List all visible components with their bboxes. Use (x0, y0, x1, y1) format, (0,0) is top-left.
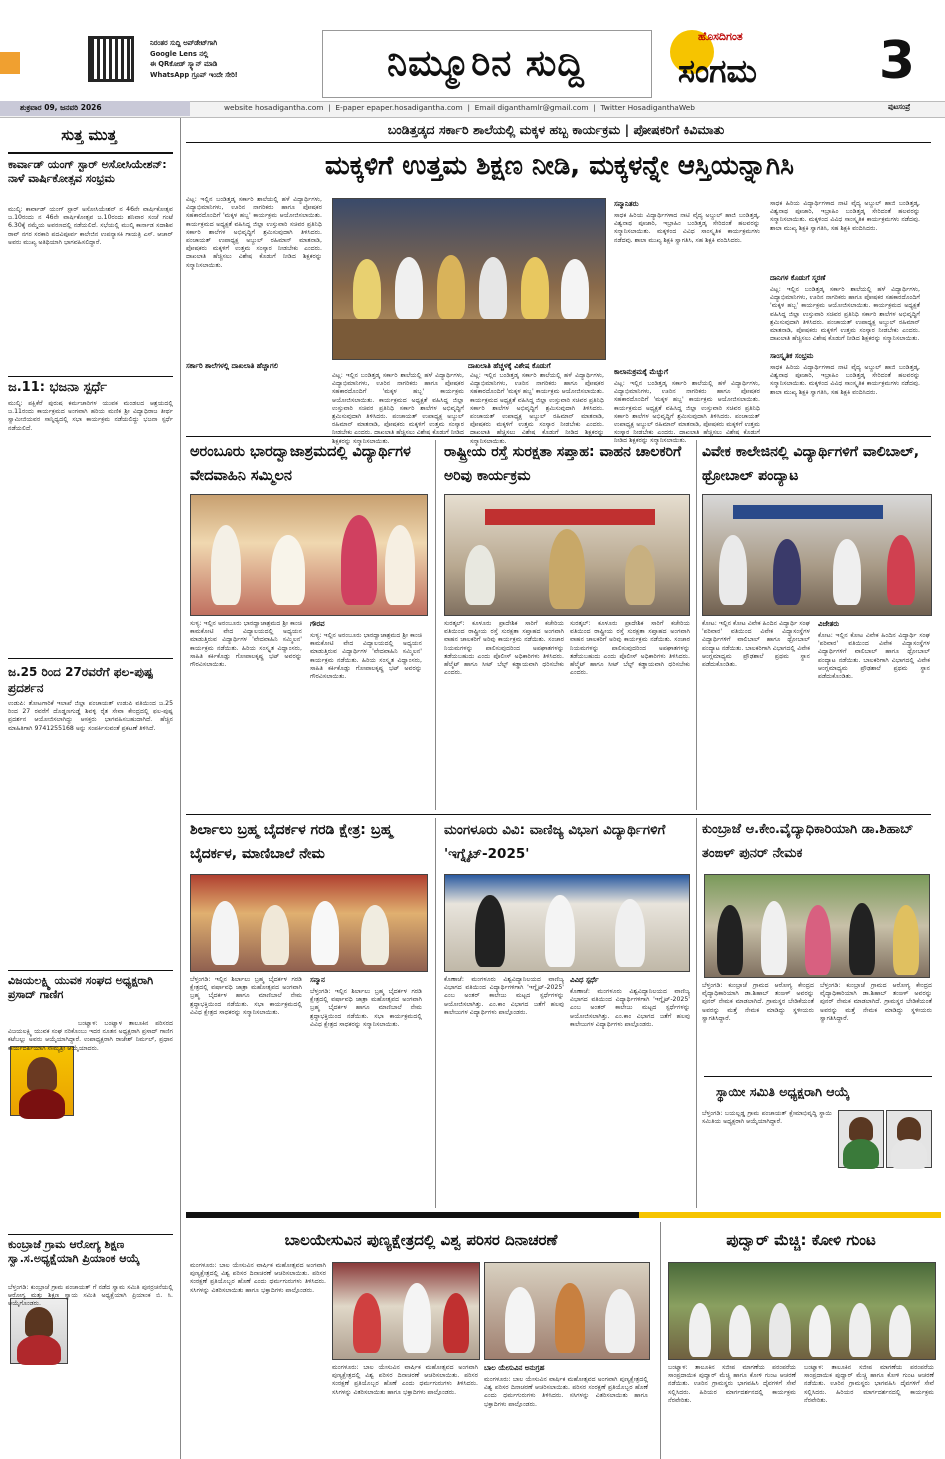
left-item-body: ಉಡುಪಿ: ತೋಟಗಾರಿಕೆ ಇಲಾಖೆ ಜಿಲ್ಲಾ ಪಂಚಾಯತ್ ಉಡುಪಿ ವತಿಯಿಂದ ಜ.25 ರಿಂದ 27 ರವರೆಗೆ ದೊಡ್ಡಣಗುಡ್ಡೆ ಶಿವಳ್ಳಿ ರೈತ ಸೇವಾ ಕೇಂದ್ರದಲ್ಲಿ ಫಲ-ಪುಷ್ಪ ಪ್ರದರ್ಶನ ಆಯೋಜಿಸಲಾಗಿದ್ದು ಆಸಕ್ತರು ಭಾಗವಹಿಸಬಹುದಾಗಿದೆ. ಹೆಚ್ಚಿನ ಮಾಹಿತಿಗಾಗಿ 9741255168 ಅನ್ನು ಸಂಪರ್ಕಿಸುವಂತೆ ಪ್ರಕಟಣೆ ತಿಳಿಸಿದೆ. (8, 700, 173, 732)
story-body: ಬೆಳ್ತಂಗಡಿ: ಇಲ್ಲಿನ ಶಿರ್ಲಾಲು ಬ್ರಹ್ಮ ಬೈದರ್ಕಳ ಗರಡಿ ಕ್ಷೇತ್ರದಲ್ಲಿ ವರ್ಷಾವಧಿ ಜಾತ್ರಾ ಮಹೋತ್ಸವದ ಅಂಗವಾಗಿ ಬ್ರಹ್ಮ ಬೈದರ್ಕಳ ಹಾಗೂ ಮಾಣಿಬಾಲೆ ನೇಮ ಶ್ರದ್ಧಾಭಕ್ತಿಯಿಂದ ನಡೆಯಿತು. ಸಭಾ ಕಾರ್ಯಕ್ರಮದಲ್ಲಿ ವಿವಿಧ ಕ್ಷೇತ್ರದ ಸಾಧಕರನ್ನು ಸನ್ಮಾನಿಸಲಾಯಿತು. (310, 988, 422, 1028)
story-environment (186, 1222, 656, 1459)
story-headline: ಪುದ್ವಾರ್ ಮೆಚ್ಚಿ: ಕೋಳಿ ಗುಂಟ (726, 1231, 876, 1249)
left-item-body: ಬಂಟ್ವಾಳ: ಬಂಟ್ವಾಳ ತಾಲೂಕಿನ ಪರಿಸರದ ವಿಜಯಲಕ್ಷ್ಮಿ ಯುವಕ ಸಂಘ ನರಿಕೊಂಬು ಇದರ ನೂತನ ಅಧ್ಯಕ್ಷರಾಗಿ ಪ್ರಸಾದ್ ಗಾಣಿಗ ಕಟೆಬಲ್ಲು ಅವರು ಆಯ್ಕೆಯಾಗಿದ್ದಾರೆ. ಉಪಾಧ್ಯಕ್ಷರಾಗಿ ರಾಜೇಶ್ ನಿರ್ಮಲ್, ಪ್ರಧಾನ ಕಾರ್ಯದರ್ಶಿಯಾಗಿ ಸೌಮ್ಯಶ್ರೀ ಆಯ್ಕೆಯಾದರು. (8, 1020, 173, 1052)
lead-kicker: ಬಂಡಿತ್ತಡ್ಕದ ಸರ್ಕಾರಿ ಶಾಲೆಯಲ್ಲಿ ಮಕ್ಕಳ ಹಬ್ಬ ಕಾರ್ಯಕ್ರಮ | ಪೋಷಕರಿಗೆ ಕಿವಿಮಾತು (387, 122, 725, 137)
date: ಶುಕ್ರವಾರ 09, ಜನವರಿ 2026 (20, 103, 102, 112)
item-divider (8, 658, 173, 659)
story-photo (702, 494, 932, 616)
story-photo (444, 494, 690, 616)
story-body: ಬೆಳ್ತಂಗಡಿ: ಬಯಲ್ಲಡ್ಡ ಗ್ರಾಮ ಪಂಚಾಯತ್ ಕ್ಷೇಮಾಭಿವೃದ್ಧಿ ಸ್ಥಾಯಿ ಸಮಿತಿಯ ಅಧ್ಯಕ್ಷರಾಗಿ ಆಯ್ಕೆಯಾಗಿದ್ದಾರೆ. (702, 1110, 832, 1126)
header-divider (8, 152, 173, 154)
left-item-body: ಬೆಳ್ತಂಗಡಿ: ಕುಂಬ್ರಾಜೆ ಗ್ರಾಮ ಪಂಚಾಯತ್ ಗೆ ನಡೆದ ಸ್ವಾಮ ಸಮಿತಿ ಪುನರ್ರಚನೆಯಲ್ಲಿ ಆರೋಗ್ಯ ಮತ್ತು ಶಿಕ್ಷಣ ಸ್ವಾಯ ಸಮಿತಿ ಅಧ್ಯಕ್ಷೆಯಾಗಿ ಪ್ರಿಯಾಂಕ ಬಿ. ಸಿ. ಆಯ್ಕೆಗೊಂಡರು. (8, 1284, 173, 1308)
story-body: ಸುರತ್ಕಲ್: ಕೂಳೂರು ಪ್ರಾದೇಶಿಕ ಸಾರಿಗೆ ಕಚೇರಿಯ ವತಿಯಿಂದ ರಾಷ್ಟ್ರೀಯ ರಸ್ತೆ ಸುರಕ್ಷತಾ ಸಪ್ತಾಹದ ಅಂಗವಾಗಿ ವಾಹನ ಚಾಲಕರಿಗೆ ಅರಿವು ಕಾರ್ಯಕ್ರಮ ನಡೆಯಿತು. ಸಂಚಾರ ನಿಯಮಗಳನ್ನು ಪಾಲಿಸುವುದರಿಂದ ಅಪಘಾತಗಳನ್ನು ತಡೆಯಬಹುದು ಎಂದು ಪೊಲೀಸ್ ಅಧಿಕಾರಿಗಳು ತಿಳಿಸಿದರು. ಹೆಲ್ಮೆಟ್ ಹಾಗೂ ಸೀಟ್ ಬೆಲ್ಟ್ ಕಡ್ಡಾಯವಾಗಿ ಧರಿಸಬೇಕು ಎಂದರು. (444, 620, 564, 677)
item-divider (8, 376, 173, 377)
lead-headline: ಮಕ್ಕಳಿಗೆ ಉತ್ತಮ ಶಿಕ್ಷಣ ನೀಡಿ, ಮಕ್ಕಳನ್ನೇ ಆಸ್ತಿಯನ್ನಾಗಿಸಿ (325, 151, 794, 181)
website-link[interactable]: website hosadigantha.com (224, 103, 324, 112)
story-photo (190, 494, 428, 616)
story-body: ಮಂಗಳೂರು: ಬಾಲ ಯೇಸುವಿನ ವಾರ್ಷಿಕ ಮಹೋತ್ಸವದ ಅಂಗವಾಗಿ ಪುಣ್ಯಕ್ಷೇತ್ರದಲ್ಲಿ ವಿಶ್ವ ಪರಿಸರ ದಿನಾಚರಣೆ ಆಚರಿಸಲಾಯಿತು. ಪರಿಸರ ಸಂರಕ್ಷಣೆ ಪ್ರತಿಯೊಬ್ಬರ ಹೊಣೆ ಎಂದು ಧರ್ಮಗುರುಗಳು ತಿಳಿಸಿದರು. ಸಸಿಗಳನ್ನು ವಿತರಿಸಲಾಯಿತು ಹಾಗೂ ಭಕ್ತಾದಿಗಳು ಪಾಲ್ಗೊಂಡರು. (190, 1262, 326, 1294)
story-body: ಬೆಳ್ತಂಗಡಿ: ಇಲ್ಲಿನ ಶಿರ್ಲಾಲು ಬ್ರಹ್ಮ ಬೈದರ್ಕಳ ಗರಡಿ ಕ್ಷೇತ್ರದಲ್ಲಿ ವರ್ಷಾವಧಿ ಜಾತ್ರಾ ಮಹೋತ್ಸವದ ಅಂಗವಾಗಿ ಬ್ರಹ್ಮ ಬೈದರ್ಕಳ ಹಾಗೂ ಮಾಣಿಬಾಲೆ ನೇಮ ಶ್ರದ್ಧಾಭಕ್ತಿಯಿಂದ ನಡೆಯಿತು. ಸಭಾ ಕಾರ್ಯಕ್ರಮದಲ್ಲಿ ವಿವಿಧ ಕ್ಷೇತ್ರದ ಸಾಧಕರನ್ನು ಸನ್ಮಾನಿಸಲಾಯಿತು. (190, 976, 302, 1016)
story-headline: ಮಂಗಳೂರು ವಿವಿ: ವಾಣಿಜ್ಯ ವಿಭಾಗ ವಿದ್ಯಾರ್ಥಿಗಳಿಗೆ 'ಇಗ್ನೈಟ್-2025' (444, 822, 666, 862)
story-garadi (186, 818, 431, 1208)
left-item-headline: ಕುಂಬ್ರಾಜೆ ಗ್ರಾಮ ಆರೋಗ್ಯ ಶಿಕ್ಷಣ ಸ್ವಾ.ಸ.ಅಧ್ಯಕ್ಷೆಯಾಗಿ ಪ್ರಿಯಾಂಕ ಆಯ್ಕೆ (8, 1238, 140, 1265)
column-separator (696, 440, 697, 810)
orange-corner (0, 52, 20, 74)
lead-body-col2: ವಿಟ್ಲ: ಇಲ್ಲಿನ ಬಂಡಿತ್ತಡ್ಕ ಸರ್ಕಾರಿ ಶಾಲೆಯಲ್ಲಿ ಹಳೆ ವಿದ್ಯಾರ್ಥಿಗಳು, ವಿದ್ಯಾಭಿಮಾನಿಗಳು, ಊರಿನ ನಾಗರಿಕರು ಹಾಗೂ ಪೋಷಕರ ಸಹಕಾರದೊಂದಿಗೆ 'ಮಕ್ಕಳ ಹಬ್ಬ' ಕಾರ್ಯಕ್ರಮ ಆಯೋಜಿಸಲಾಯಿತು. ಕಾರ್ಯಕ್ರಮದ ಅಧ್ಯಕ್ಷತೆ ವಹಿಸಿದ್ದ ಜಿಲ್ಲಾ ಉಸ್ತುವಾರಿ ಸಚಿವರ ಪ್ರತಿನಿಧಿ ಸರ್ಕಾರಿ ಶಾಲೆಗಳ ಅಭಿವೃದ್ಧಿಗೆ ಶ್ರಮಿಸುವುದಾಗಿ ತಿಳಿಸಿದರು. ಪಂಚಾಯತ್ ಉಪಾಧ್ಯಕ್ಷ ಅಬ್ದುಲ್ ರಹಿಮಾನ್ ಮಾತನಾಡಿ, ಪೋಷಕರು ಮಕ್ಕಳಿಗೆ ಉತ್ತಮ ಸಂಸ್ಕಾರ ನೀಡಬೇಕು ಎಂದರು. ದಾಖಲಾತಿ ಹೆಚ್ಚಿಸಲು ವಿಶೇಷ ಕೊಡುಗೆ ನೀಡಿದ ಶಿಕ್ಷಕರನ್ನು ಸನ್ಮಾನಿಸಲಾಯಿತು. (332, 372, 464, 445)
left-item-headline: ಕಾರ್ವಾಡ್ ಯಂಗ್ ಸ್ಟಾರ್ ಅಸೋಸಿಯೇಶನ್: ನಾಳೆ ವಾರ್ಷಿಕೋತ್ಸವ ಸಂಭ್ರಮ (8, 158, 167, 185)
story-body: ಕೋಟ: ಇಲ್ಲಿನ ಕೋಟ ವಿವೇಕ ಹಿಂದಿನ ವಿದ್ಯಾರ್ಥಿ ಸಂಘ 'ಪರಿವಾರ' ವತಿಯಿಂದ ವಿವೇಕ ವಿದ್ಯಾಸಂಸ್ಥೆಗಳ ವಿದ್ಯಾರ್ಥಿಗಳಿಗೆ ವಾಲಿಬಾಲ್ ಹಾಗೂ ಥ್ರೋಬಾಲ್ ಪಂದ್ಯಾಟ ನಡೆಯಿತು. ಬಾಲಕರಿಗಾಗಿ ವಿಭಾಗದಲ್ಲಿ ವಿವೇಕ ಆಂಗ್ಲಮಾಧ್ಯಮ ಪ್ರೌಢಶಾಲೆ ಪ್ರಥಮ ಸ್ಥಾನ ಪಡೆದುಕೊಂಡಿತು. (818, 632, 930, 681)
left-item-body: ಮುಲ್ಕಿ: ಪಕ್ಷಿಕೆರೆ ಪುರುಷ ಕರ್ಮಚಾರಿಗಳ ಯುವಕ ಮಂಡಲದ ಆಶ್ರಯದಲ್ಲಿ ಜ.11ರಂದು ಕಾರ್ಯಕ್ರಮದ ಅಂಗವಾಗಿ ಹರಿಯ ಮಣಿಕ ಶ್ರೀ ವಿದ್ಯಾಧಿರಾಜ ತೀರ್ಥ ಸ್ವಾಮೀಜಿಯವರ ಸಾನ್ನಿಧ್ಯದಲ್ಲಿ ಸಭಾ ಕಾರ್ಯಕ್ರಮ ನಡೆಯಲಿದ್ದು ಭಜನಾ ಸ್ಪರ್ಧೆ ನಡೆಯಲಿದೆ. (8, 400, 173, 432)
story-committee (700, 1080, 940, 1210)
story-subhead: ವಿಜೇತರು (818, 620, 840, 628)
story-body: ಸುರತ್ಕಲ್: ಕೂಳೂರು ಪ್ರಾದೇಶಿಕ ಸಾರಿಗೆ ಕಚೇರಿಯ ವತಿಯಿಂದ ರಾಷ್ಟ್ರೀಯ ರಸ್ತೆ ಸುರಕ್ಷತಾ ಸಪ್ತಾಹದ ಅಂಗವಾಗಿ ವಾಹನ ಚಾಲಕರಿಗೆ ಅರಿವು ಕಾರ್ಯಕ್ರಮ ನಡೆಯಿತು. ಸಂಚಾರ ನಿಯಮಗಳನ್ನು ಪಾಲಿಸುವುದರಿಂದ ಅಪಘಾತಗಳನ್ನು ತಡೆಯಬಹುದು ಎಂದು ಪೊಲೀಸ್ ಅಧಿಕಾರಿಗಳು ತಿಳಿಸಿದರು. ಹೆಲ್ಮೆಟ್ ಹಾಗೂ ಸೀಟ್ ಬೆಲ್ಟ್ ಕಡ್ಡಾಯವಾಗಿ ಧರಿಸಬೇಕು ಎಂದರು. (570, 620, 690, 677)
qr-instructions: ನಿರಂತರ ಸುದ್ದಿ ಅಪ್‌ಡೇಟ್‌ಗಾಗಿ Google Lens ನಲ್ಲಿ ಈ QRಕೋಡ್ ಸ್ಕ್ಯಾನ್ ಮಾಡಿ WhatsApp ಗ್ರೂಪ್ ಇಂದೇ ಸೇರಿ! (150, 39, 238, 79)
lead-body-col4b: ವಿಟ್ಲ: ಇಲ್ಲಿನ ಬಂಡಿತ್ತಡ್ಕ ಸರ್ಕಾರಿ ಶಾಲೆಯಲ್ಲಿ ಹಳೆ ವಿದ್ಯಾರ್ಥಿಗಳು, ವಿದ್ಯಾಭಿಮಾನಿಗಳು, ಊರಿನ ನಾಗರಿಕರು ಹಾಗೂ ಪೋಷಕರ ಸಹಕಾರದೊಂದಿಗೆ 'ಮಕ್ಕಳ ಹಬ್ಬ' ಕಾರ್ಯಕ್ರಮ ಆಯೋಜಿಸಲಾಯಿತು. ಕಾರ್ಯಕ್ರಮದ ಅಧ್ಯಕ್ಷತೆ ವಹಿಸಿದ್ದ ಜಿಲ್ಲಾ ಉಸ್ತುವಾರಿ ಸಚಿವರ ಪ್ರತಿನಿಧಿ ಸರ್ಕಾರಿ ಶಾಲೆಗಳ ಅಭಿವೃದ್ಧಿಗೆ ಶ್ರಮಿಸುವುದಾಗಿ ತಿಳಿಸಿದರು. ಪಂಚಾಯತ್ ಉಪಾಧ್ಯಕ್ಷ ಅಬ್ದುಲ್ ರಹಿಮಾನ್ ಮಾತನಾಡಿ, ಪೋಷಕರು ಮಕ್ಕಳಿಗೆ ಉತ್ತಮ ಸಂಸ್ಕಾರ ನೀಡಬೇಕು ಎಂದರು. ದಾಖಲಾತಿ ಹೆಚ್ಚಿಸಲು ವಿಶೇಷ ಕೊಡುಗೆ ನೀಡಿದ ಶಿಕ್ಷಕರನ್ನು ಸನ್ಮಾನಿಸಲಾಯಿತು. (614, 380, 760, 445)
column-separator (180, 118, 181, 1459)
story-ashrama (186, 440, 431, 810)
lead-body-col5: ಸಾಧಕ ಹಿರಿಯ ವಿದ್ಯಾರ್ಥಿಗಳಾದ ನಾಟಿ ವೈದ್ಯ ಅಬ್ದುಲ್ ಹಾಜಿ ಬಂಡಿತ್ತಡ್ಕ, ವಿಶ್ವನಾಥ ಪೂಜಾರಿ, ಇಬ್ರಾಹಿಂ ಬಂಡಿತ್ತಡ್ಕ ಸೇರಿದಂತೆ ಹಲವರನ್ನು ಸನ್ಮಾನಿಸಲಾಯಿತು. ಮಕ್ಕಳಿಂದ ವಿವಿಧ ಸಾಂಸ್ಕೃತಿಕ ಕಾರ್ಯಕ್ರಮಗಳು ನಡೆದವು. ಶಾಲಾ ಮುಖ್ಯ ಶಿಕ್ಷಕಿ ಸ್ವಾಗತಿಸಿ, ಸಹ ಶಿಕ್ಷಕಿ ವಂದಿಸಿದರು. (770, 200, 920, 232)
column-separator (696, 818, 697, 1208)
story-subhead: ಸನ್ಮಾನ (310, 976, 325, 984)
twitter-link[interactable]: Twitter HosadiganthaWeb (600, 103, 695, 112)
item-divider (8, 970, 173, 971)
story-doctor (700, 818, 940, 1073)
story-photo (332, 1262, 480, 1360)
story-body: ಬಂಟ್ವಾಳ: ತಾಲೂಕಿನ ಸಜೀಪ ಮಾಗಣೆಯ ಪರಂಪರೆಯ ಸಾಂಪ್ರದಾಯಿಕ ಪುದ್ವಾರ್ ಮೆಚ್ಚಿ ಹಾಗೂ ಕೋಳಿ ಗುಂಟ ಆಚರಣೆ ನಡೆಯಿತು. ಊರಿನ ಗ್ರಾಮಸ್ಥರು ಭಾಗವಹಿಸಿ ದೈವಗಳಿಗೆ ಸೇವೆ ಸಲ್ಲಿಸಿದರು. ಹಿರಿಯರ ಮಾರ್ಗದರ್ಶನದಲ್ಲಿ ಕಾರ್ಯಕ್ರಮ ನೆರವೇರಿತು. (804, 1364, 934, 1404)
lead-body-col4: ಸಾಧಕ ಹಿರಿಯ ವಿದ್ಯಾರ್ಥಿಗಳಾದ ನಾಟಿ ವೈದ್ಯ ಅಬ್ದುಲ್ ಹಾಜಿ ಬಂಡಿತ್ತಡ್ಕ, ವಿಶ್ವನಾಥ ಪೂಜಾರಿ, ಇಬ್ರಾಹಿಂ ಬಂಡಿತ್ತಡ್ಕ ಸೇರಿದಂತೆ ಹಲವರನ್ನು ಸನ್ಮಾನಿಸಲಾಯಿತು. ಮಕ್ಕಳಿಂದ ವಿವಿಧ ಸಾಂಸ್ಕೃತಿಕ ಕಾರ್ಯಕ್ರಮಗಳು ನಡೆದವು. ಶಾಲಾ ಮುಖ್ಯ ಶಿಕ್ಷಕಿ ಸ್ವಾಗತಿಸಿ, ಸಹ ಶಿಕ್ಷಕಿ ವಂದಿಸಿದರು. (614, 212, 760, 244)
supplement-name: ಸಂಗಮ (678, 52, 757, 90)
story-road-safety (442, 440, 692, 810)
story-body: ಸುಳ್ಯ: ಇಲ್ಲಿನ ಅರಂಬೂರು ಭಾರದ್ವಾಜಾಶ್ರಮದ ಶ್ರೀ ಕಾಂಚಿ ಕಾಮಕೋಟಿ ವೇದ ವಿದ್ಯಾಲಯದಲ್ಲಿ ಅಧ್ಯಯನ ಮಾಡುತ್ತಿರುವ ವಿದ್ಯಾರ್ಥಿಗಳ 'ವೇದವಾಹಿನಿ ಸಮ್ಮಿಲನ' ಕಾರ್ಯಕ್ರಮ ನಡೆಯಿತು. ಹಿರಿಯ ಸಂಸ್ಕೃತ ವಿದ್ವಾಂಸರು, ಸಾಹಿತಿ ಕರ್ಕಿಕೊಡ್ಲು ಗೋಪಾಲಕೃಷ್ಣ ಭಟ್ ಅವರನ್ನು ಗೌರವಿಸಲಾಯಿತು. (310, 632, 422, 681)
story-puddar (664, 1222, 940, 1459)
person-photo (886, 1110, 932, 1168)
row-divider (186, 436, 931, 437)
column-header: ಸುತ್ತ ಮುತ್ತ (61, 126, 117, 144)
story-body: ಕೋಟ: ಇಲ್ಲಿನ ಕೋಟ ವಿವೇಕ ಹಿಂದಿನ ವಿದ್ಯಾರ್ಥಿ ಸಂಘ 'ಪರಿವಾರ' ವತಿಯಿಂದ ವಿವೇಕ ವಿದ್ಯಾಸಂಸ್ಥೆಗಳ ವಿದ್ಯಾರ್ಥಿಗಳಿಗೆ ವಾಲಿಬಾಲ್ ಹಾಗೂ ಥ್ರೋಬಾಲ್ ಪಂದ್ಯಾಟ ನಡೆಯಿತು. ಬಾಲಕರಿಗಾಗಿ ವಿಭಾಗದಲ್ಲಿ ವಿವೇಕ ಆಂಗ್ಲಮಾಧ್ಯಮ ಪ್ರೌಢಶಾಲೆ ಪ್ರಥಮ ಸ್ಥಾನ ಪಡೆದುಕೊಂಡಿತು. (702, 620, 810, 669)
column-separator (435, 440, 436, 810)
lead-story (186, 118, 945, 445)
epaper-link[interactable]: E-paper epaper.hosadigantha.com (335, 103, 463, 112)
column-separator (435, 818, 436, 1208)
person-photo (838, 1110, 884, 1168)
story-body: ಕೊಣಾಜೆ: ಮಂಗಳೂರು ವಿಶ್ವವಿದ್ಯಾನಿಲಯದ ವಾಣಿಜ್ಯ ವಿಭಾಗದ ವತಿಯಿಂದ ವಿದ್ಯಾರ್ಥಿಗಳಿಗಾಗಿ 'ಇಗ್ನೈಟ್-2025' ಎಂಬ ಅಂತರ್ ಕಾಲೇಜು ಮಟ್ಟದ ಸ್ಪರ್ಧೆಗಳನ್ನು ಆಯೋಜಿಸಲಾಗಿತ್ತು. ಎಂ.ಕಾಂ ವಿಭಾಗದ ಜತೆಗೆ ಹಲವು ಕಾಲೇಜುಗಳ ವಿದ್ಯಾರ್ಥಿಗಳು ಪಾಲ್ಗೊಂಡರು. (570, 988, 690, 1028)
story-body: ಬೆಳ್ತಂಗಡಿ: ಕುಂಬ್ರಾಜೆ ಗ್ರಾಮದ ಆರೋಗ್ಯ ಕೇಂದ್ರದ ವೈದ್ಯಾಧಿಕಾರಿಯಾಗಿ ಡಾ.ಶಿಹಾಬ್ ತಂಙಳ್ ಅವರನ್ನು ಪುನರ್ ನೇಮಕ ಮಾಡಲಾಗಿದೆ. ಗ್ರಾಮಸ್ಥರ ಬೇಡಿಕೆಯಂತೆ ಅವರನ್ನು ಮತ್ತೆ ನೇಮಕ ಮಾಡಿದ್ದು ಸ್ಥಳೀಯರು ಸ್ವಾಗತಿಸಿದ್ದಾರೆ. (702, 982, 814, 1022)
column-separator (660, 1222, 661, 1459)
brand-logo (698, 30, 818, 44)
lead-subhead: ದಾನಿಗಳ ಕೊಡುಗೆ ಸ್ಮರಣೆ (770, 274, 826, 282)
story-photo (190, 874, 428, 972)
left-item-headline: ಜ.25 ರಿಂದ 27ರವರೆಗೆ ಫಲ-ಪುಷ್ಪ ಪ್ರದರ್ಶನ (8, 665, 154, 695)
story-headline: ಸ್ಥಾಯೀ ಸಮಿತಿ ಅಧ್ಯಕ್ಷರಾಗಿ ಆಯ್ಕೆ (716, 1084, 850, 1099)
item-divider (704, 1076, 932, 1077)
story-photo (484, 1262, 650, 1360)
story-body: ಸುಳ್ಯ: ಇಲ್ಲಿನ ಅರಂಬೂರು ಭಾರದ್ವಾಜಾಶ್ರಮದ ಶ್ರೀ ಕಾಂಚಿ ಕಾಮಕೋಟಿ ವೇದ ವಿದ್ಯಾಲಯದಲ್ಲಿ ಅಧ್ಯಯನ ಮಾಡುತ್ತಿರುವ ವಿದ್ಯಾರ್ಥಿಗಳ 'ವೇದವಾಹಿನಿ ಸಮ್ಮಿಲನ' ಕಾರ್ಯಕ್ರಮ ನಡೆಯಿತು. ಹಿರಿಯ ಸಂಸ್ಕೃತ ವಿದ್ವಾಂಸರು, ಸಾಹಿತಿ ಕರ್ಕಿಕೊಡ್ಲು ಗೋಪಾಲಕೃಷ್ಣ ಭಟ್ ಅವರನ್ನು ಗೌರವಿಸಲಾಯಿತು. (190, 620, 302, 669)
story-headline: ರಾಷ್ಟ್ರೀಯ ರಸ್ತೆ ಸುರಕ್ಷತಾ ಸಪ್ತಾಹ: ವಾಹನ ಚಾಲಕರಿಗೆ ಅರಿವು ಕಾರ್ಯಕ್ರಮ (444, 444, 682, 484)
lead-subhead: ದಾಖಲಾತಿ ಹೆಚ್ಚಳಕ್ಕೆ ವಿಶೇಷ ಕೊಡುಗೆ (468, 362, 551, 370)
brand-text: ಹೊಸದಿಗಂತ (698, 30, 743, 43)
story-headline: ಬಾಲಯೇಸುವಿನ ಪುಣ್ಯಕ್ಷೇತ್ರದಲ್ಲಿ ವಿಶ್ವ ಪರಿಸರ ದಿನಾಚರಣೆ (284, 1231, 558, 1249)
item-divider (8, 1234, 173, 1235)
contact-strip: website hosadigantha.com | E-paper epaper.hosadigantha.com | Email diganthamlr@gmail.com | Twitter HosadiganthaWeb (224, 103, 695, 112)
section-title: ನಿಮ್ಮೂರಿನ ಸುದ್ದಿ (387, 43, 585, 84)
left-column (0, 118, 178, 1459)
lead-subhead: ಕಾಲಾನುಕ್ರಮಕ್ಕೆ ಮೆಚ್ಚುಗೆ (614, 368, 669, 376)
section-band (186, 1212, 941, 1218)
story-headline: ವಿವೇಕ ಕಾಲೇಜಿನಲ್ಲಿ ವಿದ್ಯಾರ್ಥಿಗಳಿಗೆ ವಾಲಿಬಾಲ್, ಥ್ರೋಬಾಲ್ ಪಂದ್ಯಾಟ (702, 444, 920, 484)
story-ignite (442, 818, 692, 1208)
lead-body-col5c: ಸಾಧಕ ಹಿರಿಯ ವಿದ್ಯಾರ್ಥಿಗಳಾದ ನಾಟಿ ವೈದ್ಯ ಅಬ್ದುಲ್ ಹಾಜಿ ಬಂಡಿತ್ತಡ್ಕ, ವಿಶ್ವನಾಥ ಪೂಜಾರಿ, ಇಬ್ರಾಹಿಂ ಬಂಡಿತ್ತಡ್ಕ ಸೇರಿದಂತೆ ಹಲವರನ್ನು ಸನ್ಮಾನಿಸಲಾಯಿತು. ಮಕ್ಕಳಿಂದ ವಿವಿಧ ಸಾಂಸ್ಕೃತಿಕ ಕಾರ್ಯಕ್ರಮಗಳು ನಡೆದವು. ಶಾಲಾ ಮುಖ್ಯ ಶಿಕ್ಷಕಿ ಸ್ವಾಗತಿಸಿ, ಸಹ ಶಿಕ್ಷಕಿ ವಂದಿಸಿದರು. (770, 364, 920, 396)
story-headline: ಅರಂಬೂರು ಭಾರದ್ವಾಜಾಶ್ರಮದಲ್ಲಿ ವಿದ್ಯಾರ್ಥಿಗಳ ವೇದವಾಹಿನಿ ಸಮ್ಮಿಲನ (190, 444, 411, 484)
lead-body-col1: ವಿಟ್ಲ: ಇಲ್ಲಿನ ಬಂಡಿತ್ತಡ್ಕ ಸರ್ಕಾರಿ ಶಾಲೆಯಲ್ಲಿ ಹಳೆ ವಿದ್ಯಾರ್ಥಿಗಳು, ವಿದ್ಯಾಭಿಮಾನಿಗಳು, ಊರಿನ ನಾಗರಿಕರು ಹಾಗೂ ಪೋಷಕರ ಸಹಕಾರದೊಂದಿಗೆ 'ಮಕ್ಕಳ ಹಬ್ಬ' ಕಾರ್ಯಕ್ರಮ ಆಯೋಜಿಸಲಾಯಿತು. ಕಾರ್ಯಕ್ರಮದ ಅಧ್ಯಕ್ಷತೆ ವಹಿಸಿದ್ದ ಜಿಲ್ಲಾ ಉಸ್ತುವಾರಿ ಸಚಿವರ ಪ್ರತಿನಿಧಿ ಸರ್ಕಾರಿ ಶಾಲೆಗಳ ಅಭಿವೃದ್ಧಿಗೆ ಶ್ರಮಿಸುವುದಾಗಿ ತಿಳಿಸಿದರು. ಪಂಚಾಯತ್ ಉಪಾಧ್ಯಕ್ಷ ಅಬ್ದುಲ್ ರಹಿಮಾನ್ ಮಾತನಾಡಿ, ಪೋಷಕರು ಮಕ್ಕಳಿಗೆ ಉತ್ತಮ ಸಂಸ್ಕಾರ ನೀಡಬೇಕು ಎಂದರು. ದಾಖಲಾತಿ ಹೆಚ್ಚಿಸಲು ವಿಶೇಷ ಕೊಡುಗೆ ನೀಡಿದ ಶಿಕ್ಷಕರನ್ನು ಸನ್ಮಾನಿಸಲಾಯಿತು. (186, 196, 322, 269)
story-subhead: ಬಾಲ ಯೇಸುವಿನ ಅನುಗ್ರಹ (484, 1364, 545, 1372)
story-body: ಬಂಟ್ವಾಳ: ತಾಲೂಕಿನ ಸಜೀಪ ಮಾಗಣೆಯ ಪರಂಪರೆಯ ಸಾಂಪ್ರದಾಯಿಕ ಪುದ್ವಾರ್ ಮೆಚ್ಚಿ ಹಾಗೂ ಕೋಳಿ ಗುಂಟ ಆಚರಣೆ ನಡೆಯಿತು. ಊರಿನ ಗ್ರಾಮಸ್ಥರು ಭಾಗವಹಿಸಿ ದೈವಗಳಿಗೆ ಸೇವೆ ಸಲ್ಲಿಸಿದರು. ಹಿರಿಯರ ಮಾರ್ಗದರ್ಶನದಲ್ಲಿ ಕಾರ್ಯಕ್ರಮ ನೆರವೇರಿತು. (668, 1364, 796, 1404)
story-photo (444, 874, 690, 972)
page-number: 3 (878, 31, 916, 91)
story-body: ಕೊಣಾಜೆ: ಮಂಗಳೂರು ವಿಶ್ವವಿದ್ಯಾನಿಲಯದ ವಾಣಿಜ್ಯ ವಿಭಾಗದ ವತಿಯಿಂದ ವಿದ್ಯಾರ್ಥಿಗಳಿಗಾಗಿ 'ಇಗ್ನೈಟ್-2025' ಎಂಬ ಅಂತರ್ ಕಾಲೇಜು ಮಟ್ಟದ ಸ್ಪರ್ಧೆಗಳನ್ನು ಆಯೋಜಿಸಲಾಗಿತ್ತು. ಎಂ.ಕಾಂ ವಿಭಾಗದ ಜತೆಗೆ ಹಲವು ಕಾಲೇಜುಗಳ ವಿದ್ಯಾರ್ಥಿಗಳು ಪಾಲ್ಗೊಂಡರು. (444, 976, 564, 1016)
story-body: ಬೆಳ್ತಂಗಡಿ: ಕುಂಬ್ರಾಜೆ ಗ್ರಾಮದ ಆರೋಗ್ಯ ಕೇಂದ್ರದ ವೈದ್ಯಾಧಿಕಾರಿಯಾಗಿ ಡಾ.ಶಿಹಾಬ್ ತಂಙಳ್ ಅವರನ್ನು ಪುನರ್ ನೇಮಕ ಮಾಡಲಾಗಿದೆ. ಗ್ರಾಮಸ್ಥರ ಬೇಡಿಕೆಯಂತೆ ಅವರನ್ನು ಮತ್ತೆ ನೇಮಕ ಮಾಡಿದ್ದು ಸ್ಥಳೀಯರು ಸ್ವಾಗತಿಸಿದ್ದಾರೆ. (820, 982, 932, 1022)
story-body: ಮಂಗಳೂರು: ಬಾಲ ಯೇಸುವಿನ ವಾರ್ಷಿಕ ಮಹೋತ್ಸವದ ಅಂಗವಾಗಿ ಪುಣ್ಯಕ್ಷೇತ್ರದಲ್ಲಿ ವಿಶ್ವ ಪರಿಸರ ದಿನಾಚರಣೆ ಆಚರಿಸಲಾಯಿತು. ಪರಿಸರ ಸಂರಕ್ಷಣೆ ಪ್ರತಿಯೊಬ್ಬರ ಹೊಣೆ ಎಂದು ಧರ್ಮಗುರುಗಳು ತಿಳಿಸಿದರು. ಸಸಿಗಳನ್ನು ವಿತರಿಸಲಾಯಿತು ಹಾಗೂ ಭಕ್ತಾದಿಗಳು ಪಾಲ್ಗೊಂಡರು. (332, 1364, 478, 1396)
lead-photo (332, 198, 606, 360)
lead-body-col3: ವಿಟ್ಲ: ಇಲ್ಲಿನ ಬಂಡಿತ್ತಡ್ಕ ಸರ್ಕಾರಿ ಶಾಲೆಯಲ್ಲಿ ಹಳೆ ವಿದ್ಯಾರ್ಥಿಗಳು, ವಿದ್ಯಾಭಿಮಾನಿಗಳು, ಊರಿನ ನಾಗರಿಕರು ಹಾಗೂ ಪೋಷಕರ ಸಹಕಾರದೊಂದಿಗೆ 'ಮಕ್ಕಳ ಹಬ್ಬ' ಕಾರ್ಯಕ್ರಮ ಆಯೋಜಿಸಲಾಯಿತು. ಕಾರ್ಯಕ್ರಮದ ಅಧ್ಯಕ್ಷತೆ ವಹಿಸಿದ್ದ ಜಿಲ್ಲಾ ಉಸ್ತುವಾರಿ ಸಚಿವರ ಪ್ರತಿನಿಧಿ ಸರ್ಕಾರಿ ಶಾಲೆಗಳ ಅಭಿವೃದ್ಧಿಗೆ ಶ್ರಮಿಸುವುದಾಗಿ ತಿಳಿಸಿದರು. ಪಂಚಾಯತ್ ಉಪಾಧ್ಯಕ್ಷ ಅಬ್ದುಲ್ ರಹಿಮಾನ್ ಮಾತನಾಡಿ, ಪೋಷಕರು ಮಕ್ಕಳಿಗೆ ಉತ್ತಮ ಸಂಸ್ಕಾರ ನೀಡಬೇಕು ಎಂದರು. ದಾಖಲಾತಿ ಹೆಚ್ಚಿಸಲು ವಿಶೇಷ ಕೊಡುಗೆ ನೀಡಿದ ಶಿಕ್ಷಕರನ್ನು ಸನ್ಮಾನಿಸಲಾಯಿತು. (470, 372, 604, 445)
story-headline: ಕುಂಬ್ರಾಜೆ ಆ.ಕೇಂ.ವೈದ್ಯಾಧಿಕಾರಿಯಾಗಿ ಡಾ.ಶಿಹಾಬ್ ತಂಙಳ್ ಪುನರ್ ನೇಮಕ (702, 822, 914, 861)
kicker-divider (186, 142, 931, 143)
left-item-body: ಮುಲ್ಕಿ: ಕಾರ್ವಾಡ್ ಯಂಗ್ ಸ್ಟಾರ್ ಅಸೋಸಿಯೇಶನ್ ನ 46ನೇ ವಾರ್ಷಿಕೋತ್ಸವ ಜ.10ರಂದು ನ 46ನೇ ವಾರ್ಷಿಕೋತ್ಸವ ಜ.10ರಂದು ಶನಿವಾರ ಸಂಜೆ ಗಂಟೆ 6.30ಕ್ಕೆ ನಮ್ಮೆಯ ಅವರಣದಲ್ಲಿ ನಡೆಯಲಿದೆ. ಸಭೆಯಲ್ಲಿ ಮುಲ್ಕಿ ಕಾರ್ನಾಡ ಸದಾಶಿವ ರಾವ್ ನಗರ ಸರಕಾರಿ ಪದವಿಪೂರ್ವ ಕಾಲೇಜಿನ ಉಪನ್ಯಾಸಕಿ ಗಾಯತ್ರಿ ಎಸ್. ಆಚಾರ್ ಅವರು ಮುಖ್ಯ ಅತಿಥಿಯಾಗಿ ಭಾಗವಹಿಸಲಿದ್ದಾರೆ. (8, 206, 173, 246)
qr-code-icon (88, 36, 134, 82)
left-item-headline: ಜ.11: ಭಜನಾ ಸ್ಪರ್ಧೆ (8, 380, 108, 395)
lead-subhead: ಸಾಂಸ್ಕೃತಿಕ ಸಂಭ್ರಮ (770, 352, 814, 360)
story-subhead: ವಿವಿಧ ಸ್ಪರ್ಧೆ (570, 976, 599, 984)
row-divider (186, 814, 931, 815)
story-subhead: ಗೌರವ (310, 620, 325, 628)
story-photo (704, 874, 930, 978)
masthead (0, 0, 945, 116)
story-headline: ಶಿರ್ಲಾಲು ಬ್ರಹ್ಮ ಬೈದರ್ಕಳ ಗರಡಿ ಕ್ಷೇತ್ರ: ಬ್ರಹ್ಮ ಬೈದರ್ಕಳ, ಮಾಣಿಬಾಲೆ ನೇಮ (190, 822, 393, 862)
lead-body-col5b: ವಿಟ್ಲ: ಇಲ್ಲಿನ ಬಂಡಿತ್ತಡ್ಕ ಸರ್ಕಾರಿ ಶಾಲೆಯಲ್ಲಿ ಹಳೆ ವಿದ್ಯಾರ್ಥಿಗಳು, ವಿದ್ಯಾಭಿಮಾನಿಗಳು, ಊರಿನ ನಾಗರಿಕರು ಹಾಗೂ ಪೋಷಕರ ಸಹಕಾರದೊಂದಿಗೆ 'ಮಕ್ಕಳ ಹಬ್ಬ' ಕಾರ್ಯಕ್ರಮ ಆಯೋಜಿಸಲಾಯಿತು. ಕಾರ್ಯಕ್ರಮದ ಅಧ್ಯಕ್ಷತೆ ವಹಿಸಿದ್ದ ಜಿಲ್ಲಾ ಉಸ್ತುವಾರಿ ಸಚಿವರ ಪ್ರತಿನಿಧಿ ಸರ್ಕಾರಿ ಶಾಲೆಗಳ ಅಭಿವೃದ್ಧಿಗೆ ಶ್ರಮಿಸುವುದಾಗಿ ತಿಳಿಸಿದರು. ಪಂಚಾಯತ್ ಉಪಾಧ್ಯಕ್ಷ ಅಬ್ದುಲ್ ರಹಿಮಾನ್ ಮಾತನಾಡಿ, ಪೋಷಕರು ಮಕ್ಕಳಿಗೆ ಉತ್ತಮ ಸಂಸ್ಕಾರ ನೀಡಬೇಕು ಎಂದರು. ದಾಖಲಾತಿ ಹೆಚ್ಚಿಸಲು ವಿಶೇಷ ಕೊಡುಗೆ ನೀಡಿದ ಶಿಕ್ಷಕರನ್ನು ಸನ್ಮಾನಿಸಲಾಯಿತು. (770, 286, 920, 343)
lead-subhead: ಸನ್ಮಾನಿತರು (614, 200, 639, 208)
story-photo (668, 1262, 936, 1360)
lead-subhead: ಸರ್ಕಾರಿ ಶಾಲೆಗಳಲ್ಲಿ ದಾಖಲಾತಿ ಹೆಚ್ಚಾಗಲಿ (186, 362, 279, 370)
edition-label: ಪುಟಸಂಪ್ರೆ (888, 103, 911, 111)
story-body: ಮಂಗಳೂರು: ಬಾಲ ಯೇಸುವಿನ ವಾರ್ಷಿಕ ಮಹೋತ್ಸವದ ಅಂಗವಾಗಿ ಪುಣ್ಯಕ್ಷೇತ್ರದಲ್ಲಿ ವಿಶ್ವ ಪರಿಸರ ದಿನಾಚರಣೆ ಆಚರಿಸಲಾಯಿತು. ಪರಿಸರ ಸಂರಕ್ಷಣೆ ಪ್ರತಿಯೊಬ್ಬರ ಹೊಣೆ ಎಂದು ಧರ್ಮಗುರುಗಳು ತಿಳಿಸಿದರು. ಸಸಿಗಳನ್ನು ವಿತರಿಸಲಾಯಿತು ಹಾಗೂ ಭಕ್ತಾದಿಗಳು ಪಾಲ್ಗೊಂಡರು. (484, 1376, 648, 1408)
story-volleyball (700, 440, 940, 810)
email-link[interactable]: Email diganthamlr@gmail.com (474, 103, 589, 112)
left-item-headline: ವಿಜಯಲಕ್ಷ್ಮಿ ಯುವಕ ಸಂಘದ ಅಧ್ಯಕ್ಷರಾಗಿ ಪ್ರಸಾದ್ ಗಾಣಿಗ (8, 974, 154, 1001)
